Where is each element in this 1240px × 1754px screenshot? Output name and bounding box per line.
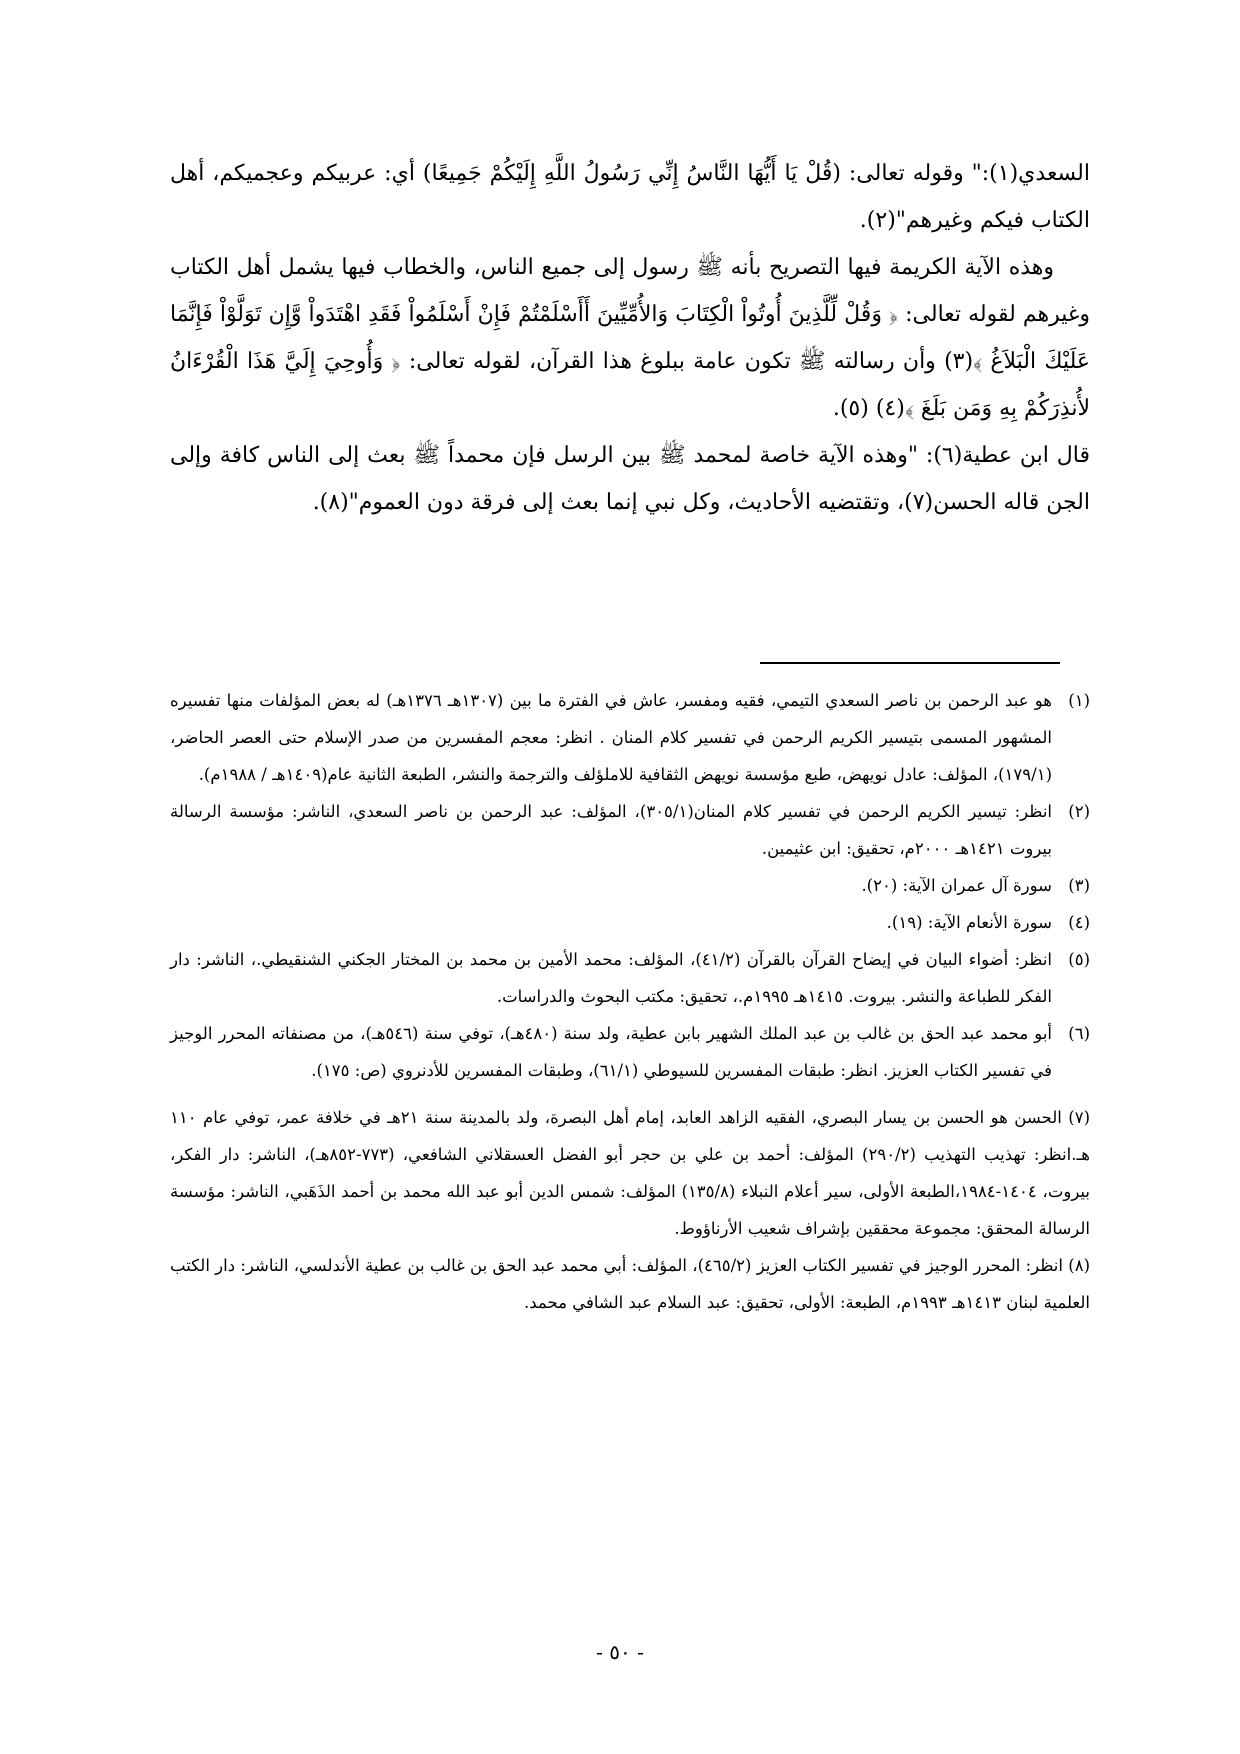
footnote-text: انظر: المحرر الوجيز في تفسير الكتاب العزيز (٤٦٥/٢)، المؤلف: أبي محمد عبد الحق بن غالب بن عطية الأندلسي، الناشر: دار الكتب العلمية لبنان ١٤١٣هـ ١٩٩٣م، الطبعة: الأولى، تحقيق: عبد السلام عبد الشافي محمد. (170, 1256, 1090, 1312)
footnote-number: (٧) (1068, 1108, 1090, 1127)
paragraph-1: السعدي(١):" وقوله تعالى: (قُلْ يَا أَيُّهَا النَّاسُ إِنِّي رَسُولُ اللَّهِ إِلَيْكُمْ جَمِيعًا) أي: عربيكم وعجميكم، أهل الكتاب فيكم وغيرهم"(٢). (170, 161, 1090, 233)
footnote-number: (٤) (1068, 913, 1090, 932)
footnote-4 (170, 904, 1090, 941)
footnote-text: الحسن هو الحسن بن يسار البصري، الفقيه الزاهد العابد، إمام أهل البصرة، ولد بالمدينة سنة ٢١هـ في خلافة عمر، توفي عام ١١٠ هـ.انظر: تهذيب التهذيب (٢٩٠/٢) المؤلف: أحمد بن علي بن حجر أبو الفضل العسقلاني الشافعي، (٧٧٣-٨٥٢هـ)، الناشر: دار الفكر، بيروت، ١٤٠٤-١٩٨٤،الطبعة الأولى، سير أعلام النبلاء (١٣٥/٨) المؤلف: شمس الدين أبو عبد الله محمد بن أحمد الذَهَبي، الناشر: مؤسسة الرسالة المحقق: مجموعة محققين بإشراف شعيب الأرناؤوط. (170, 1108, 1090, 1238)
footnote-1 (170, 682, 1090, 793)
page-number: - ٥٠ - (596, 1640, 644, 1664)
footnote-number: (٦) (1068, 1024, 1090, 1043)
paragraph-3: قال ابن عطية(٦): "وهذه الآية خاصة لمحمد ﷺ بين الرسل فإن محمداً ﷺ بعث إلى الناس كافة وإلى الجن قاله الحسن(٧)، وتقتضيه الأحاديث، وكل نبي إنما بعث إلى فرقة دون العموم"(٨). (170, 443, 1090, 515)
footnote-6 (170, 1015, 1090, 1089)
footnote-text: سورة الأنعام الآية: (١٩). (886, 913, 1052, 932)
footnote-text: سورة آل عمران الآية: (٢٠). (861, 876, 1052, 895)
footnote-gap (170, 1089, 1090, 1099)
footnote-text: انظر: تيسير الكريم الرحمن في تفسير كلام المنان(٣٠٥/١)، المؤلف: عبد الرحمن بن ناصر السعدي، الناشر: مؤسسة الرسالة بيروت ١٤٢١هـ ٢٠٠٠م، تحقيق: ابن عثيمين. (170, 802, 1053, 858)
footnote-7 (170, 1099, 1090, 1247)
footnotes (170, 682, 1090, 1321)
footnote-separator (760, 662, 1060, 664)
footnote-text: هو عبد الرحمن بن ناصر السعدي التيمي، فقيه ومفسر، عاش في الفترة ما بين (١٣٠٧هـ ١٣٧٦هـ) له بعض المؤلفات منها تفسيره المشهور المسمى بتيسير الكريم الرحمن في تفسير كلام المنان . انظر: معجم المفسرين من صدر الإسلام حتى العصر الحاضر، (١٧٩/١)، المؤلف: عادل نويهض، طبع مؤسسة نويهض الثقافية للاملؤلف والترجمة والنشر، الطبعة الثانية عام(١٤٠٩هـ / ١٩٨٨م). (170, 691, 1052, 784)
main-text (170, 150, 1090, 526)
footnote-number: (٨) (1068, 1256, 1090, 1275)
footnote-8 (170, 1247, 1090, 1321)
footnote-5 (170, 941, 1090, 1015)
footnote-2 (170, 793, 1090, 867)
footnote-number: (٢) (1068, 802, 1090, 821)
footnote-text: انظر: أضواء البيان في إيضاح القرآن بالقرآن (٤١/٢)، المؤلف: محمد الأمين بن محمد بن المختار الجكني الشنقيطي.، الناشر: دار الفكر للطباعة والنشر. بيروت. ١٤١٥هـ ١٩٩٥م.، تحقيق: مكتب البحوث والدراسات. (170, 950, 1052, 1006)
footnote-number: (٥) (1068, 950, 1090, 969)
paragraph-2: وهذه الآية الكريمة فيها التصريح بأنه ﷺ رسول إلى جميع الناس، والخطاب فيها يشمل أهل الكتاب وغيرهم لقوله تعالى: ﴿ وَقُلْ لِّلَّذِينَ أُوتُواْ الْكِتَابَ وَالأُمِّيِّينَ أَأَسْلَمْتُمْ فَإِنْ أَسْلَمُواْ فَقَدِ اهْتَدَواْ وَّإِن تَوَلَّوْاْ فَإِنَّمَا عَلَيْكَ الْبَلاَغُ ﴾(٣) وأن رسالته ﷺ تكون عامة ببلوغ هذا القرآن، لقوله تعالى: ﴿ وَأُوحِيَ إِلَيَّ هَذَا الْقُرْءَانُ لأُنذِرَكُمْ بِهِ وَمَن بَلَغَ ﴾(٤) (٥). (170, 255, 1090, 421)
footnote-number: (٣) (1068, 876, 1090, 895)
footnote-text: أبو محمد عبد الحق بن غالب بن عبد الملك الشهير بابن عطية، ولد سنة (٤٨٠هـ)، توفي سنة (٥٤٦هـ)، من مصنفاته المحرر الوجيز في تفسير الكتاب العزيز. انظر: طبقات المفسرين للسيوطي (٦١/١)، وطبقات المفسرين للأدنروي (ص: ١٧٥). (170, 1024, 1052, 1080)
footnote-3 (170, 867, 1090, 904)
footnote-number: (١) (1068, 691, 1090, 710)
